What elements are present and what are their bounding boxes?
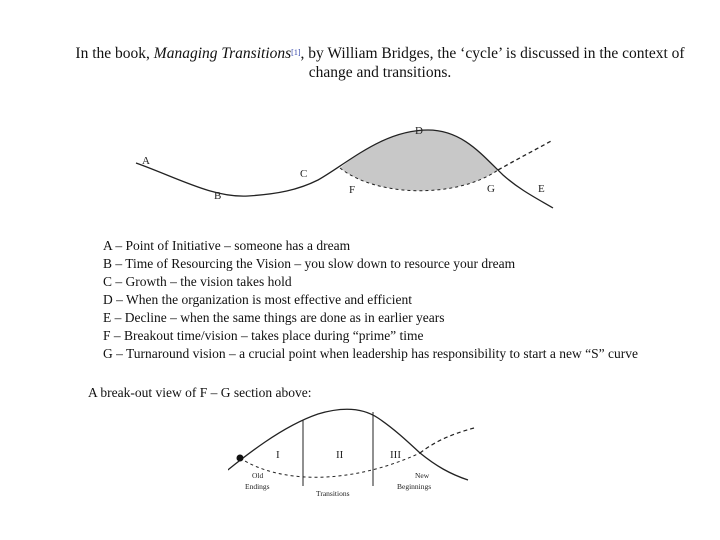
phase-three-label: III xyxy=(390,449,401,461)
new-beginnings-line-1: New xyxy=(415,471,430,480)
label-e: E xyxy=(538,183,545,195)
legend-item-c: C – Growth – the vision takes hold xyxy=(103,274,292,289)
legend-item-d: D – When the organization is most effective and efficient xyxy=(103,292,413,307)
legend-item-b: B – Time of Resourcing the Vision – you slow down to resource your dream xyxy=(103,256,516,271)
legend-item-e: E – Decline – when the same things are done as in earlier years xyxy=(103,310,445,325)
breakout-heading: A break-out view of F – G section above: xyxy=(88,385,312,400)
cycle-diagram xyxy=(128,118,558,218)
intro-text-end: , by William Bridges, the ‘cycle’ is discussed in the context of change and transitions. xyxy=(300,45,685,81)
footnote-link[interactable]: [1] xyxy=(291,48,301,57)
breakout-dashed-upper xyxy=(420,428,474,453)
legend-item-f: F – Breakout time/vision – takes place during “prime” time xyxy=(103,328,424,343)
decline-continuation xyxy=(498,140,553,170)
label-f: F xyxy=(349,184,356,196)
legend-item-a: A – Point of Initiative – someone has a dream xyxy=(103,238,351,253)
legend-list xyxy=(103,237,663,363)
intro-paragraph xyxy=(60,44,700,82)
old-endings-line-1: Old xyxy=(252,471,264,480)
phase-two-label: II xyxy=(336,449,344,461)
intro-text-start: In the book, xyxy=(75,45,154,62)
new-beginnings-line-2: Beginnings xyxy=(397,482,432,491)
label-c: C xyxy=(300,168,308,180)
breakout-rising-curve xyxy=(228,409,468,486)
label-b: B xyxy=(214,190,222,202)
label-g: G xyxy=(487,183,495,195)
transitions-label: Transitions xyxy=(316,489,350,498)
breakout-start-dot xyxy=(237,455,244,462)
label-a: A xyxy=(142,155,150,167)
breakout-diagram xyxy=(228,398,478,503)
label-d: D xyxy=(415,125,423,137)
book-title: Managing Transitions xyxy=(153,45,292,62)
phase-one-label: I xyxy=(276,449,280,461)
old-endings-line-2: Endings xyxy=(245,482,270,491)
legend-item-g: G – Turnaround vision – a crucial point when leadership has responsibility to start a new “S” curve xyxy=(103,346,639,361)
